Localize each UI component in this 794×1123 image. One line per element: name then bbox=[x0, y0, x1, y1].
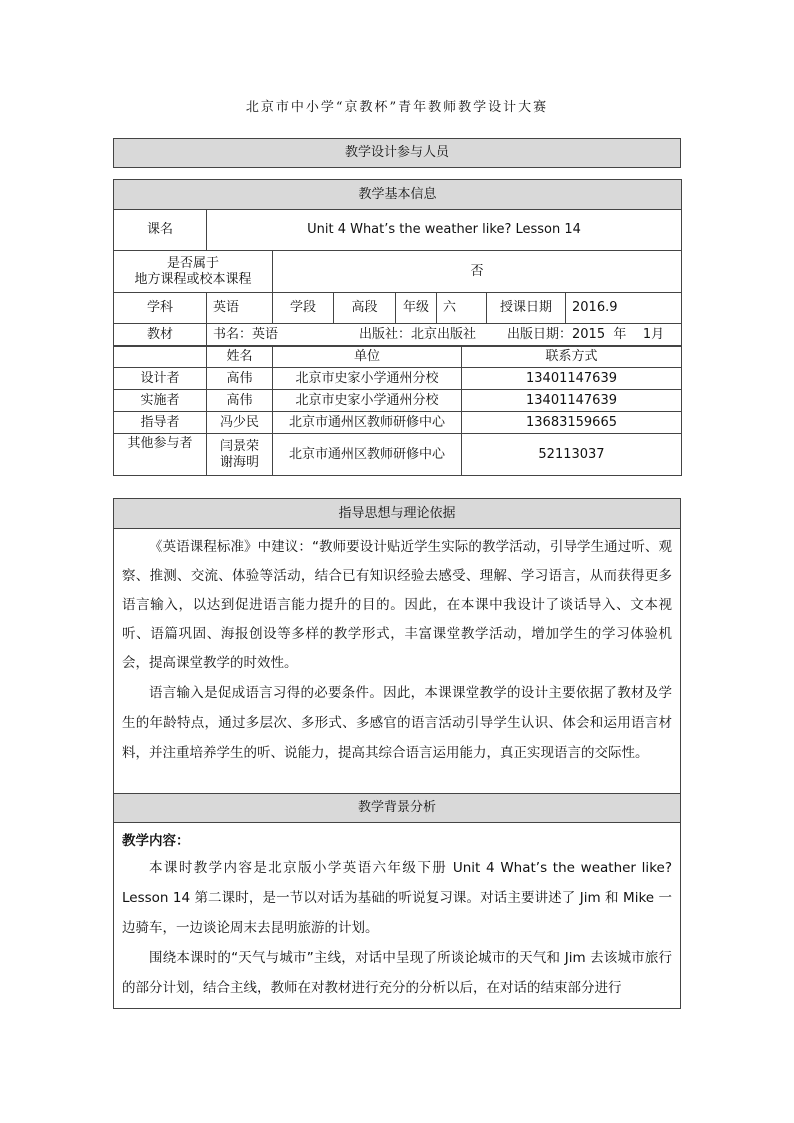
people-table bbox=[113, 346, 682, 476]
document-title: 北京市中小学“京教杯”青年教师教学设计大赛 bbox=[245, 100, 549, 115]
table-row bbox=[114, 412, 682, 434]
local-course-value: 否 bbox=[273, 251, 682, 293]
table-row bbox=[114, 434, 682, 476]
col-header-contact: 联系方式 bbox=[462, 347, 682, 368]
guiding-paragraph: 《英语课程标准》中建议：“教师要设计贴近学生实际的教学活动，引导学生通过听、观察、推测、交流、体验等活动，结合已有知识经验去感受、理解、学习语言，从而获得更多语言输入，以达到促进语言能力提升的目的。因此，在本课中我设计了谈话导入、文本视听、语篇巩固、海报创设等多样的教学形式，丰富课堂教学活动，增加学生的学习体验机会，提高课堂教学的时效性。 bbox=[122, 539, 672, 671]
unit-cell: 北京市通州区教师研修中心 bbox=[273, 412, 462, 434]
date-value: 2016.9 bbox=[566, 293, 682, 324]
publish-date: 出版日期：2015 年 1月 bbox=[507, 326, 665, 342]
background-header: 教学背景分析 bbox=[114, 794, 681, 823]
role-cell: 指导者 bbox=[114, 412, 207, 434]
unit-cell: 北京市史家小学通州分校 bbox=[273, 368, 462, 390]
background-paragraph: 本课时教学内容是北京版小学英语六年级下册 Unit 4 What’s the weather like? Lesson 14 第二课时，是一节以对话为基础的听说复习课。对话主要讲述了 Jim 和 Mike 一边骑车，一边谈论周末去昆明旅游的计划。 bbox=[122, 860, 672, 936]
role-cell: 实施者 bbox=[114, 390, 207, 412]
guiding-header: 指导思想与理论依据 bbox=[114, 499, 681, 529]
grade-label: 年级 bbox=[396, 293, 437, 324]
name-cell: 高伟 bbox=[207, 390, 273, 412]
participants-section bbox=[113, 138, 681, 168]
guiding-paragraph: 语言输入是促成语言习得的必要条件。因此，本课课堂教学的设计主要依据了教材及学生的年龄特点，通过多层次、多形式、多感官的语言活动引导学生认识、体会和运用语言材料，并注重培养学生的听、说能力，提高其综合语言运用能力，真正实现语言的交际性。 bbox=[122, 685, 672, 761]
name-cell: 冯少民 bbox=[207, 412, 273, 434]
unit-cell: 北京市史家小学通州分校 bbox=[273, 390, 462, 412]
col-header-unit: 单位 bbox=[273, 347, 462, 368]
table-row bbox=[114, 390, 682, 412]
textbook-label: 教材 bbox=[114, 324, 207, 346]
analysis-table bbox=[113, 498, 681, 1009]
textbook-info bbox=[207, 324, 682, 346]
col-header-name: 姓名 bbox=[207, 347, 273, 368]
name-cell: 高伟 bbox=[207, 368, 273, 390]
basic-info-header: 教学基本信息 bbox=[114, 180, 682, 210]
date-label: 授课日期 bbox=[487, 293, 566, 324]
role-cell: 设计者 bbox=[114, 368, 207, 390]
background-text bbox=[122, 853, 672, 996]
contact-cell: 13401147639 bbox=[462, 368, 682, 390]
background-content bbox=[114, 823, 681, 1009]
subject-value: 英语 bbox=[207, 293, 273, 324]
publisher: 出版社：北京出版社 bbox=[359, 326, 477, 342]
basic-info-table bbox=[113, 179, 682, 346]
name-cell: 闫景荣 谢海明 bbox=[207, 434, 273, 476]
course-label: 课名 bbox=[114, 210, 207, 251]
guiding-content bbox=[114, 529, 681, 794]
content-label: 教学内容： bbox=[122, 833, 190, 849]
stage-value: 高段 bbox=[334, 293, 396, 324]
people-header-blank bbox=[114, 347, 207, 368]
contact-cell: 52113037 bbox=[462, 434, 682, 476]
background-paragraph: 围绕本课时的“天气与城市”主线，对话中呈现了所谈论城市的天气和 Jim 去该城市旅行的部分计划，结合主线，教师在对教材进行充分的分析以后，在对话的结束部分进行 bbox=[122, 950, 672, 996]
role-cell: 其他参与者 bbox=[114, 434, 207, 476]
contact-cell: 13683159665 bbox=[462, 412, 682, 434]
unit-cell: 北京市通州区教师研修中心 bbox=[273, 434, 462, 476]
subject-label: 学科 bbox=[114, 293, 207, 324]
local-course-label: 是否属于 地方课程或校本课程 bbox=[114, 251, 273, 293]
course-value: Unit 4 What’s the weather like? Lesson 14 bbox=[207, 210, 682, 251]
stage-label: 学段 bbox=[273, 293, 334, 324]
contact-cell: 13401147639 bbox=[462, 390, 682, 412]
book-name: 书名：英语 bbox=[213, 326, 279, 342]
participants-header: 教学设计参与人员 bbox=[114, 139, 681, 168]
table-row bbox=[114, 368, 682, 390]
grade-value: 六 bbox=[437, 293, 487, 324]
